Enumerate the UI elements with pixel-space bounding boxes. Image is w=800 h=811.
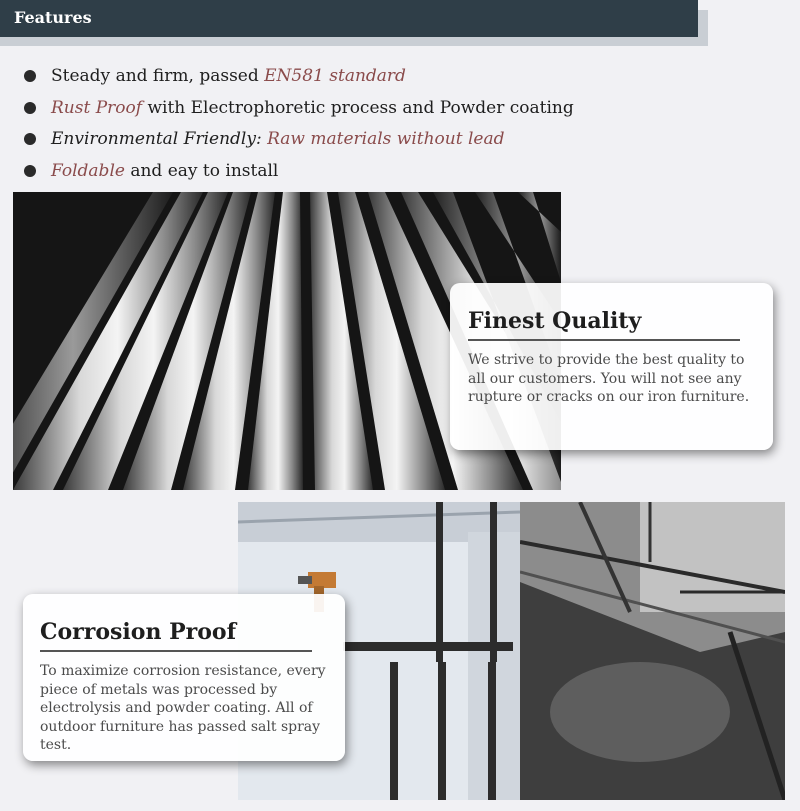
feature-text <box>51 129 504 149</box>
feature-text-plain: and eay to install <box>124 160 279 181</box>
corrosion-proof-card <box>23 594 345 761</box>
card-title: Corrosion Proof <box>40 619 237 645</box>
feature-text-highlight: Foldable <box>51 160 125 181</box>
feature-text <box>51 98 574 118</box>
bullet-icon <box>24 165 36 177</box>
feature-text-plain: Steady and firm, passed <box>51 66 265 86</box>
feature-text <box>51 161 278 181</box>
feature-text-plain: with Electrophoretic process and Powder coating <box>142 97 574 118</box>
card-divider <box>40 650 312 652</box>
section-header <box>0 0 698 37</box>
bullet-icon <box>24 70 36 82</box>
feature-text-highlight: Raw materials without lead <box>267 129 505 149</box>
bullet-icon <box>24 133 36 145</box>
feature-text-italic: Environmental Friendly: <box>51 129 268 149</box>
card-body: To maximize corrosion resistance, every piece of metals was processed by electrolysis and powder coating. All of outdoor furniture has passed salt spray test. <box>40 663 326 754</box>
feature-text <box>51 66 406 86</box>
card-divider <box>468 339 740 341</box>
section-title: Features <box>14 8 92 27</box>
card-body: We strive to provide the best quality to all our customers. You will not see any rupture or cracks on our iron furniture. <box>468 352 750 406</box>
feature-text-highlight: EN581 standard <box>264 66 406 86</box>
bullet-icon <box>24 102 36 114</box>
electrolysis-tank-photo <box>520 502 785 800</box>
feature-text-highlight: Rust Proof <box>51 97 143 118</box>
card-title: Finest Quality <box>468 308 642 334</box>
finest-quality-card <box>450 283 773 450</box>
